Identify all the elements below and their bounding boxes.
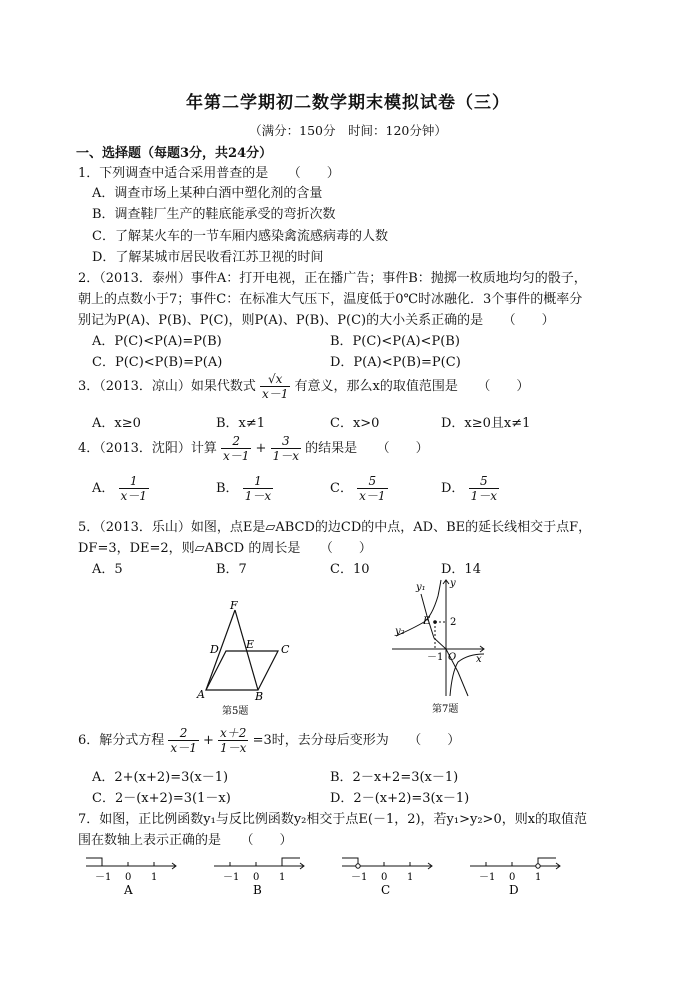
label-b: B	[255, 690, 264, 703]
q4-option-a-letter: A．	[92, 481, 115, 496]
tick-1: 1	[407, 872, 414, 883]
q4-b-den: 1－x	[244, 489, 272, 503]
q1-option-c: C．了解某火车的一节车厢内感染禽流感病毒的人数	[92, 229, 388, 244]
option-letter-b: B	[253, 883, 262, 897]
q6-f2-den: 1－x	[220, 741, 247, 755]
figure-5-caption: 第5题	[222, 706, 249, 717]
q4-fraction-1	[221, 434, 251, 463]
tick-1: 1	[535, 872, 542, 883]
numberline-d	[468, 852, 568, 898]
q1-option-d: D．了解某城市居民收看江苏卫视的时间	[92, 250, 324, 265]
numberline-b	[212, 852, 312, 898]
q4-option-d	[441, 474, 499, 503]
q6-option-d: D．2－(x+2)=3(x－1)	[330, 791, 470, 806]
q2-line3: 别记为P(A)、P(B)、P(C)，则P(A)、P(B)、P(C)的大小关系正确的是 （ ）	[78, 313, 555, 328]
q5-option-d: D．14	[441, 562, 481, 577]
q1-option-b: B．调查鞋厂生产的鞋底能承受的弯折次数	[92, 207, 336, 222]
q4-option-c	[330, 474, 388, 503]
tick-0: 0	[253, 872, 260, 883]
q4-b-num: 1	[254, 474, 262, 488]
ray-right-b	[282, 858, 300, 866]
figure-5-parallelogram	[192, 598, 302, 718]
q2-line2: 朝上的点数小于7；事件C：在标准大气压下，温度低于0℃时冰融化．3个事件的概率分	[78, 292, 583, 307]
label-f: F	[230, 599, 238, 612]
q3-option-a: A．x≥0	[92, 416, 141, 431]
tick-neg1: －1	[479, 872, 496, 883]
parallelogram-abcd	[206, 651, 278, 690]
q4-c-den: x－1	[359, 489, 386, 503]
q2-line1: 2．（2013．泰州）事件A：打开电视，正在播广告；事件B：抛掷一枚质地均匀的骰子，	[78, 271, 587, 286]
label-y2: y₂	[395, 626, 405, 637]
q6-f1-num: 2	[179, 726, 188, 740]
label-y1: y₁	[416, 582, 426, 593]
q1-option-a: A．调查市场上某种白酒中塑化剂的含量	[92, 186, 323, 201]
q3-fraction	[260, 372, 290, 401]
q6-stem	[78, 726, 460, 755]
q6-post: =3时，去分母后变形为 （ ）	[252, 733, 461, 748]
q1-stem: 1．下列调查中适合采用普查的是 （ ）	[78, 166, 340, 181]
q4-option-c-letter: C．	[330, 481, 353, 496]
q4-option-a	[92, 474, 149, 503]
q4-f2-num: 3	[281, 434, 290, 448]
q4-f1-den: x－1	[223, 449, 250, 463]
q3-pre: 3．（2013．凉山）如果代数式	[78, 379, 256, 394]
q5-line1: 5．（2013．乐山）如图，点E是▱ABCD的边CD的中点，AD、BE的延长线相交于点F，	[78, 520, 592, 535]
tick-0: 0	[381, 872, 388, 883]
q6-fraction-2	[218, 726, 248, 755]
q6-option-a: A．2+(x+2)=3(x－1)	[92, 770, 229, 785]
q4-a-den: x－1	[120, 489, 147, 503]
q4-d-den: 1－x	[470, 489, 497, 503]
tick-neg1: －1	[351, 872, 368, 883]
q4-d-num: 5	[479, 474, 488, 488]
figure-7-caption: 第7题	[432, 704, 459, 715]
tick-0: 0	[125, 872, 132, 883]
tick-neg1: －1	[95, 872, 112, 883]
q3-option-b: B．x≠1	[216, 416, 266, 431]
option-letter-a: A	[124, 883, 133, 897]
q4-c-num: 5	[368, 474, 377, 488]
label-e: E	[423, 616, 431, 627]
section-heading: 一、选择题（每题3分，共24分）	[76, 146, 273, 161]
option-letter-d: D	[509, 883, 519, 897]
label-2: 2	[450, 617, 457, 628]
label-d: D	[210, 643, 219, 656]
q3-fraction-den: x－1	[262, 387, 289, 401]
q7-line2: 围在数轴上表示正确的是 （ ）	[78, 833, 293, 848]
q3-option-c: C．x>0	[330, 416, 380, 431]
q6-pre: 6．解分式方程	[78, 733, 165, 748]
page-title: 年第二学期初二数学期末模拟试卷（三）	[186, 93, 510, 113]
q4-pre: 4．（2013．沈阳）计算	[78, 441, 217, 456]
numberline-a	[84, 852, 184, 898]
q4-plus: +	[255, 441, 267, 456]
q5-option-c: C．10	[330, 562, 370, 577]
q2-option-d: D．P(A)<P(B)=P(C)	[330, 355, 461, 370]
q3-stem	[78, 372, 529, 401]
q4-fraction-2	[271, 434, 301, 463]
tick-neg1: －1	[223, 872, 240, 883]
point-e	[433, 620, 437, 624]
q4-f1-num: 2	[232, 434, 241, 448]
q4-stem	[78, 434, 429, 463]
q4-f2-den: 1－x	[272, 449, 299, 463]
line-y1	[421, 594, 468, 696]
q6-plus: +	[202, 733, 214, 748]
tick-1: 1	[279, 872, 286, 883]
open-point-d	[536, 864, 540, 868]
q4-post: 的结果是 （ ）	[305, 441, 429, 456]
q3-post: 有意义，那么x的取值范围是 （ ）	[294, 379, 530, 394]
numberline-c	[340, 852, 440, 898]
q4-option-b	[216, 474, 273, 503]
q6-option-c: C．2－(x+2)=3(1－x)	[92, 791, 231, 806]
q6-option-b: B．2－x+2=3(x－1)	[330, 770, 459, 785]
tick-1: 1	[151, 872, 158, 883]
q6-f2-num: x＋2	[220, 726, 247, 740]
label-c: C	[281, 643, 290, 656]
q2-option-c: C．P(C)<P(B)=P(A)	[92, 355, 223, 370]
q5-option-b: B．7	[216, 562, 247, 577]
label-a: A	[197, 688, 205, 701]
exam-info: （满分：150分 时间：120分钟）	[249, 123, 447, 138]
label-neg1: －1	[427, 652, 444, 663]
ray-right-d	[538, 858, 556, 866]
q2-option-b: B．P(C)<P(A)<P(B)	[330, 334, 460, 349]
label-x: x	[476, 654, 482, 665]
q4-option-d-letter: D．	[441, 481, 465, 496]
q4-a-num: 1	[129, 474, 138, 488]
label-y: y	[450, 578, 456, 589]
q6-f1-den: x－1	[170, 741, 197, 755]
q5-line2: DF=3，DE=2，则▱ABCD 的周长是 （ ）	[78, 541, 372, 556]
option-letter-c: C	[381, 883, 391, 897]
ray-left-a	[86, 858, 102, 866]
q6-fraction-1	[168, 726, 198, 755]
tick-0: 0	[509, 872, 516, 883]
label-e: E	[246, 638, 255, 651]
q5-option-a: A．5	[92, 562, 123, 577]
q4-option-b-letter: B．	[216, 481, 239, 496]
q7-line1: 7．如图，正比例函数y₁与反比例函数y₂相交于点E(－1，2)，若y₁>y₂>0，则x的取值范	[78, 812, 588, 827]
open-point-c	[356, 864, 360, 868]
label-o: O	[448, 652, 457, 663]
figure-7-graph	[392, 576, 492, 716]
q2-option-a: A．P(C)<P(A)=P(B)	[92, 334, 222, 349]
q3-fraction-num: √x	[267, 372, 283, 386]
q3-option-d: D．x≥0且x≠1	[441, 416, 531, 431]
